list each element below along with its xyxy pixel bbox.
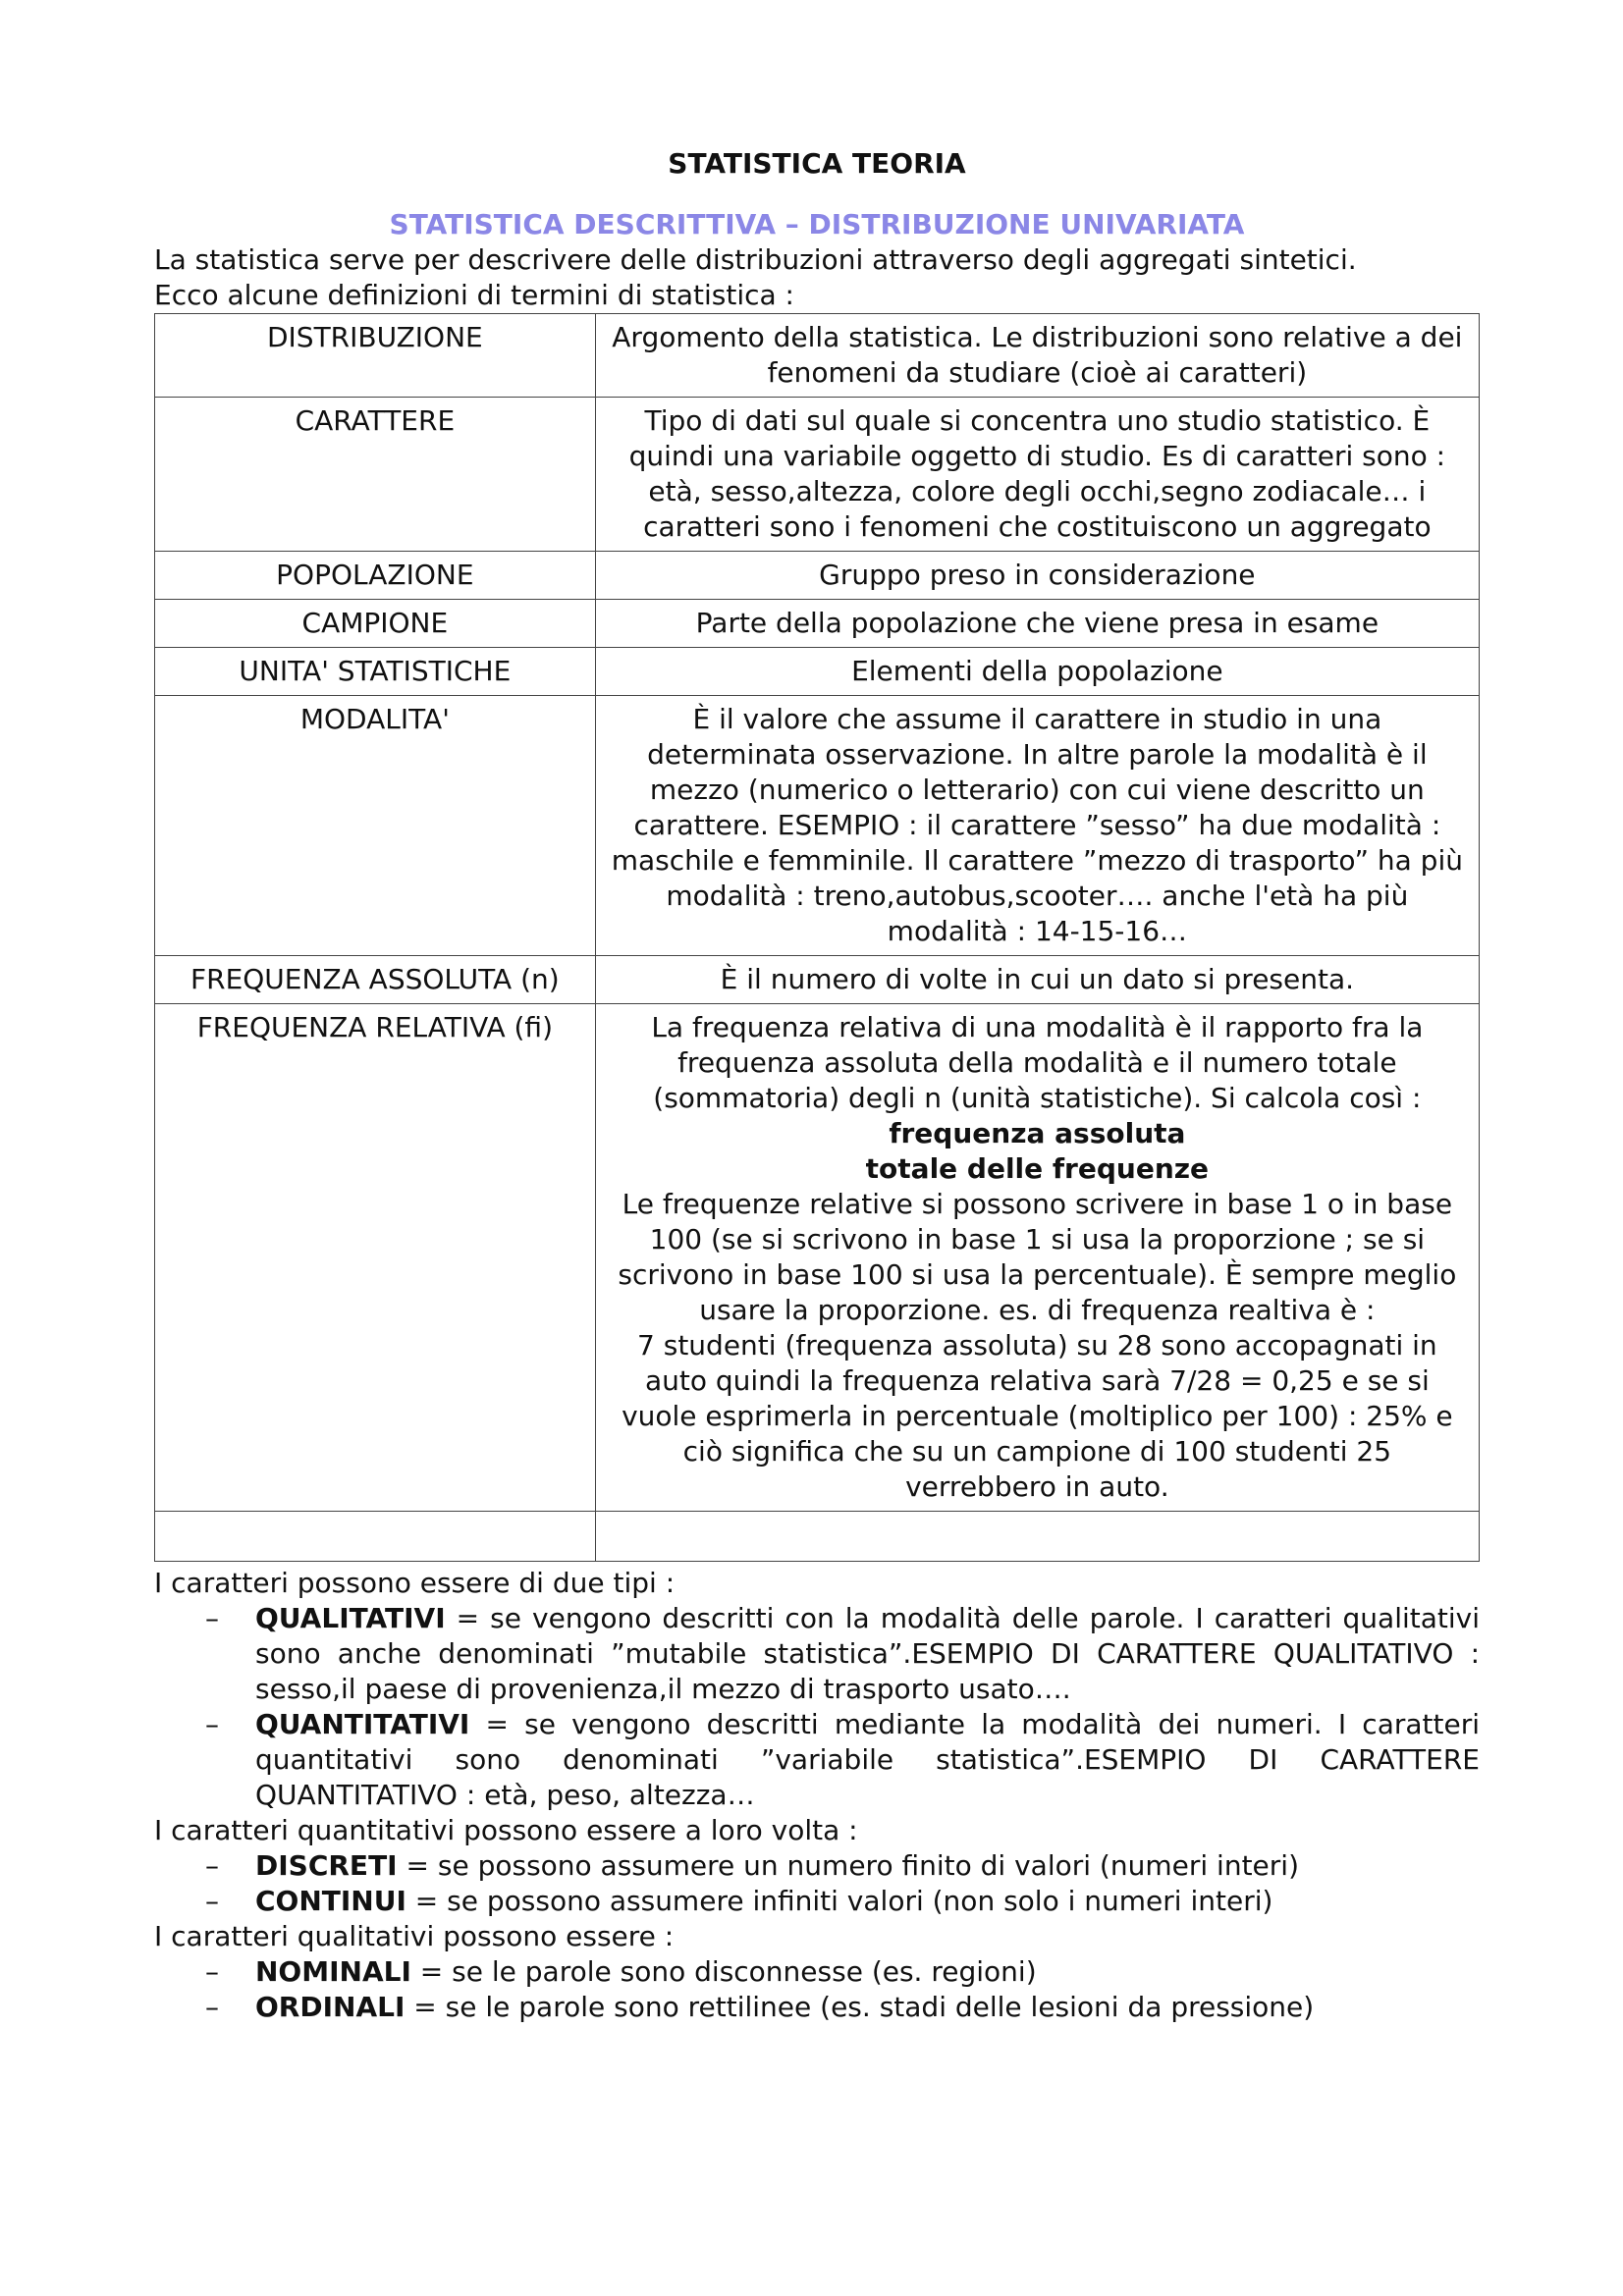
- relative-frequency-text: La frequenza relativa di una modalità è il rapporto fra la frequenza assoluta della modalità e il numero totale (sommatoria) degli n (unità statistiche). Si calcola così :: [651, 1011, 1424, 1114]
- list-item: [154, 1884, 1480, 1919]
- item-text: = se possono assumere infiniti valori (non solo i numeri interi): [406, 1885, 1273, 1917]
- list-item: [154, 1848, 1480, 1884]
- term-cell: DISTRIBUZIONE: [155, 314, 596, 398]
- types-list: [154, 1601, 1480, 1813]
- item-text: = se vengono descritti con la modalità delle parole. I caratteri qualitativi sono anche denominati ”mutabile statistica”.ESEMPIO DI CARATTERE QUALITATIVO : sesso,il paese di provenienza,il mezzo di trasporto usato….: [255, 1602, 1480, 1705]
- table-row: [155, 398, 1480, 552]
- term-cell: POPOLAZIONE: [155, 552, 596, 600]
- qualitative-intro: I caratteri qualitativi possono essere :: [154, 1920, 675, 1952]
- item-label: CONTINUI: [255, 1885, 406, 1917]
- item-label: QUANTITATIVI: [255, 1708, 470, 1740]
- item-text: = se vengono descritti mediante la modalità dei numeri. I caratteri quantitativi sono denominati ”variabile statistica”.ESEMPIO DI CARATTERE QUANTITATIVO : età, peso, altezza…: [255, 1708, 1480, 1811]
- definitions-table: [154, 313, 1480, 1562]
- item-text: = se possono assumere un numero finito di valori (numeri interi): [397, 1849, 1299, 1882]
- intro-line-2: Ecco alcune definizioni di termini di statistica :: [154, 279, 794, 311]
- section-heading: STATISTICA DESCRITTIVA – DISTRIBUZIONE UNIVARIATA: [389, 208, 1245, 240]
- term-cell: MODALITA': [155, 696, 596, 956]
- empty-cell: [155, 1512, 596, 1562]
- term-cell: CARATTERE: [155, 398, 596, 552]
- term-cell: FREQUENZA ASSOLUTA (n): [155, 956, 596, 1004]
- dash-bullet: –: [205, 1955, 219, 1988]
- formula-denominator: totale delle frequenze: [865, 1152, 1210, 1185]
- quantitative-list: [154, 1848, 1480, 1919]
- table-row: [155, 696, 1480, 956]
- item-text: = se le parole sono disconnesse (es. regioni): [410, 1955, 1037, 1988]
- definition-cell: Elementi della popolazione: [595, 648, 1479, 696]
- types-intro: I caratteri possono essere di due tipi :: [154, 1567, 676, 1599]
- definition-cell: È il numero di volte in cui un dato si presenta.: [595, 956, 1479, 1004]
- table-row: [155, 1004, 1480, 1512]
- table-row: [155, 314, 1480, 398]
- table-row: [155, 552, 1480, 600]
- definition-cell: Parte della popolazione che viene presa in esame: [595, 600, 1479, 648]
- empty-cell: [595, 1512, 1479, 1562]
- quantitative-intro: I caratteri quantitativi possono essere a loro volta :: [154, 1814, 858, 1846]
- table-row: [155, 956, 1480, 1004]
- term-cell: CAMPIONE: [155, 600, 596, 648]
- relative-frequency-example: 7 studenti (frequenza assoluta) su 28 sono accopagnati in auto quindi la frequenza relativa sarà 7/28 = 0,25 e se si vuole esprimerla in percentuale (moltiplico per 100) : 25% e ciò significa che su un campione di 100 studenti 25 verrebbero in auto.: [622, 1329, 1453, 1503]
- definition-cell: È il valore che assume il carattere in studio in una determinata osservazione. In altre parole la modalità è il mezzo (numerico o letterario) con cui viene descritto un carattere. ESEMPIO : il carattere ”sesso” ha due modalità : maschile e femminile. Il carattere ”mezzo di trasporto” ha più modalità : treno,autobus,scooter…. anche l'età ha più modalità : 14-15-16…: [595, 696, 1479, 956]
- formula-numerator: frequenza assoluta: [889, 1117, 1186, 1149]
- definition-cell: Tipo di dati sul quale si concentra uno studio statistico. È quindi una variabile oggetto di studio. Es di caratteri sono : età, sesso,altezza, colore degli occhi,segno zodiacale… i caratteri sono i fenomeni che costituiscono un aggregato: [595, 398, 1479, 552]
- item-label: NOMINALI: [255, 1955, 411, 1988]
- qualitative-list: [154, 1954, 1480, 2025]
- item-label: DISCRETI: [255, 1849, 398, 1882]
- document-page: [154, 147, 1480, 2025]
- item-label: ORDINALI: [255, 1991, 406, 2023]
- item-text: = se le parole sono rettilinee (es. stadi delle lesioni da pressione): [405, 1991, 1315, 2023]
- list-item: [154, 1707, 1480, 1813]
- list-item: [154, 1990, 1480, 2025]
- dash-bullet: –: [205, 1991, 219, 2023]
- definition-cell: Argomento della statistica. Le distribuzioni sono relative a dei fenomeni da studiare (cioè ai caratteri): [595, 314, 1479, 398]
- dash-bullet: –: [205, 1708, 219, 1740]
- relative-frequency-bases: Le frequenze relative si possono scrivere in base 1 o in base 100 (se si scrivono in base 1 si usa la proporzione ; se si scrivono in base 100 si usa la percentuale). È sempre meglio usare la proporzione. es. di frequenza realtiva è :: [618, 1188, 1457, 1326]
- dash-bullet: –: [205, 1885, 219, 1917]
- document-title: STATISTICA TEORIA: [668, 147, 966, 180]
- empty-table-row: [155, 1512, 1480, 1562]
- term-cell: FREQUENZA RELATIVA (fi): [155, 1004, 596, 1512]
- table-row: [155, 648, 1480, 696]
- dash-bullet: –: [205, 1849, 219, 1882]
- intro-line-1: La statistica serve per descrivere delle distribuzioni attraverso degli aggregati sintetici.: [154, 243, 1357, 276]
- dash-bullet: –: [205, 1602, 219, 1634]
- item-label: QUALITATIVI: [255, 1602, 446, 1634]
- list-item: [154, 1601, 1480, 1707]
- definition-cell: Gruppo preso in considerazione: [595, 552, 1479, 600]
- list-item: [154, 1954, 1480, 1990]
- definition-cell: [595, 1004, 1479, 1512]
- table-row: [155, 600, 1480, 648]
- term-cell: UNITA' STATISTICHE: [155, 648, 596, 696]
